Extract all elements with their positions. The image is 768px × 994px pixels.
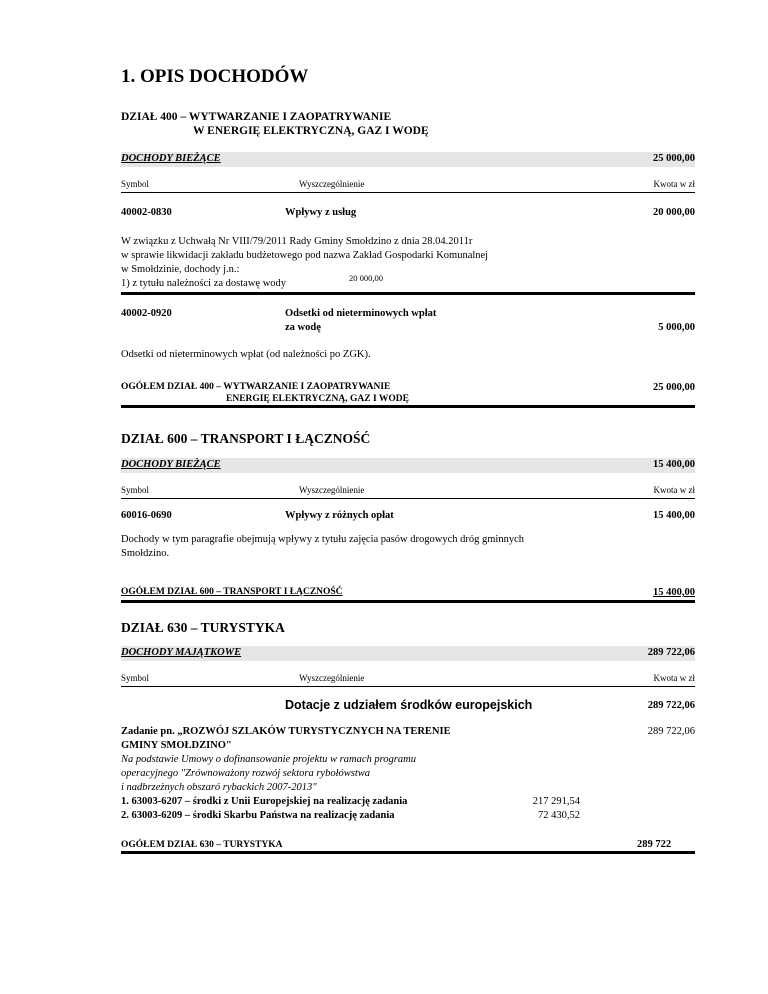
subheading-amount: 289 722,06 — [647, 700, 695, 711]
total-underline — [121, 405, 695, 408]
basis-text — [121, 753, 416, 795]
note-amount: 20 000,00 — [349, 273, 383, 283]
row-symbol: 60016-0690 — [121, 510, 172, 521]
dzial-400-heading-line2: W ENERGIĘ ELEKTRYCZNĄ, GAZ I WODĘ — [193, 125, 429, 137]
total-amount: 15 400,00 — [653, 587, 695, 598]
note-line: Dochody w tym paragrafie obejmują wpływy z tytułu zajęcia pasów drogowych dróg gminnych — [121, 534, 524, 545]
total-underline — [121, 851, 695, 854]
page-title: 1. OPIS DOCHODÓW — [121, 66, 309, 87]
dzial-600-heading: DZIAŁ 600 – TRANSPORT I ŁĄCZNOŚĆ — [121, 431, 371, 446]
column-description: Wyszczególnienie — [299, 673, 365, 683]
subheading: Dotacje z udziałem środków europejskich — [285, 698, 533, 712]
section-amount: 15 400,00 — [653, 459, 695, 470]
section-label: DOCHODY BIEŻĄCE — [121, 459, 221, 470]
row-note — [121, 235, 488, 291]
row-amount: 15 400,00 — [653, 510, 695, 521]
dzial-630-heading: DZIAŁ 630 – TURYSTYKA — [121, 620, 285, 635]
row-description-line1: Odsetki od nieterminowych wpłat — [285, 308, 437, 319]
note-line: 1) z tytułu należności za dostawę wody — [121, 278, 287, 289]
row-amount: 20 000,00 — [653, 207, 695, 218]
note-line: Smołdzino. — [121, 548, 170, 559]
row-note — [121, 533, 524, 561]
item-state-funds-amount: 72 430,52 — [538, 810, 580, 821]
total-amount: 289 722 — [637, 839, 672, 850]
column-symbol: Symbol — [121, 673, 150, 683]
dzial-600-column-header — [121, 484, 695, 499]
task-title-line1: Zadanie pn. „ROZWÓJ SZLAKÓW TURYSTYCZNYCH NA TERENIE — [121, 726, 451, 737]
total-label: OGÓŁEM DZIAŁ 600 – TRANSPORT I ŁĄCZNOŚĆ — [121, 587, 343, 597]
note-line: w Smołdzinie, dochody j.n.: — [121, 264, 240, 275]
column-amount: Kwota w zł — [653, 179, 695, 189]
divider — [121, 292, 695, 295]
dzial-630-column-header — [121, 672, 695, 687]
row-description-line2: za wodę — [285, 322, 321, 333]
dzial-630-section-bar — [121, 646, 695, 661]
basis-line: Na podstawie Umowy o dofinansowanie projektu w ramach programu — [121, 754, 416, 765]
note-line: W związku z Uchwałą Nr VIII/79/2011 Rady Gminy Smołdzino z dnia 28.04.2011r — [121, 236, 473, 247]
item-state-funds: 2. 63003-6209 – środki Skarbu Państwa na realizację zadania — [121, 810, 395, 821]
total-underline — [121, 600, 695, 603]
section-label: DOCHODY MAJĄTKOWE — [121, 647, 242, 658]
section-label: DOCHODY BIEŻĄCE — [121, 153, 221, 164]
task-amount: 289 722,06 — [647, 726, 695, 737]
column-amount: Kwota w zł — [653, 673, 695, 683]
row-amount: 5 000,00 — [658, 322, 695, 333]
column-symbol: Symbol — [121, 179, 150, 189]
row-description: Wpływy z usług — [285, 207, 357, 218]
section-amount: 289 722,06 — [647, 647, 695, 658]
dzial-400-section-bar — [121, 152, 695, 167]
item-eu-funds: 1. 63003-6207 – środki z Unii Europejskiej na realizację zadania — [121, 796, 408, 807]
note-line: w sprawie likwidacji zakładu budżetowego pod nazwa Zakład Gospodarki Komunalnej — [121, 250, 489, 261]
dzial-600-section-bar — [121, 458, 695, 473]
dzial-400-heading-line1: DZIAŁ 400 – WYTWARZANIE I ZAOPATRYWANIE — [121, 111, 392, 123]
column-description: Wyszczególnienie — [299, 485, 365, 495]
basis-line: operacyjnego "Zrównoważony rozwój sektora rybołówstwa — [121, 768, 371, 779]
row-description: Wpływy z różnych opłat — [285, 510, 394, 521]
task-title-line2: GMINY SMOŁDZINO" — [121, 740, 232, 751]
column-description: Wyszczególnienie — [299, 179, 365, 189]
column-amount: Kwota w zł — [653, 485, 695, 495]
total-label: OGÓŁEM DZIAŁ 630 – TURYSTYKA — [121, 840, 283, 850]
item-eu-funds-amount: 217 291,54 — [532, 796, 580, 807]
total-label-line2: ENERGIĘ ELEKTRYCZNĄ, GAZ I WODĘ — [226, 394, 409, 404]
row-symbol: 40002-0830 — [121, 207, 172, 218]
column-symbol: Symbol — [121, 485, 150, 495]
row-symbol: 40002-0920 — [121, 308, 172, 319]
basis-line: i nadbrzeżnych obszaró rybackich 2007-2013" — [121, 782, 317, 793]
total-amount: 25 000,00 — [653, 382, 695, 393]
dzial-400-column-header — [121, 178, 695, 193]
total-label-line1: OGÓŁEM DZIAŁ 400 – WYTWARZANIE I ZAOPATRYWANIE — [121, 382, 391, 392]
section-amount: 25 000,00 — [653, 153, 695, 164]
row-note: Odsetki od nieterminowych wpłat (od należności po ZGK). — [121, 349, 371, 360]
